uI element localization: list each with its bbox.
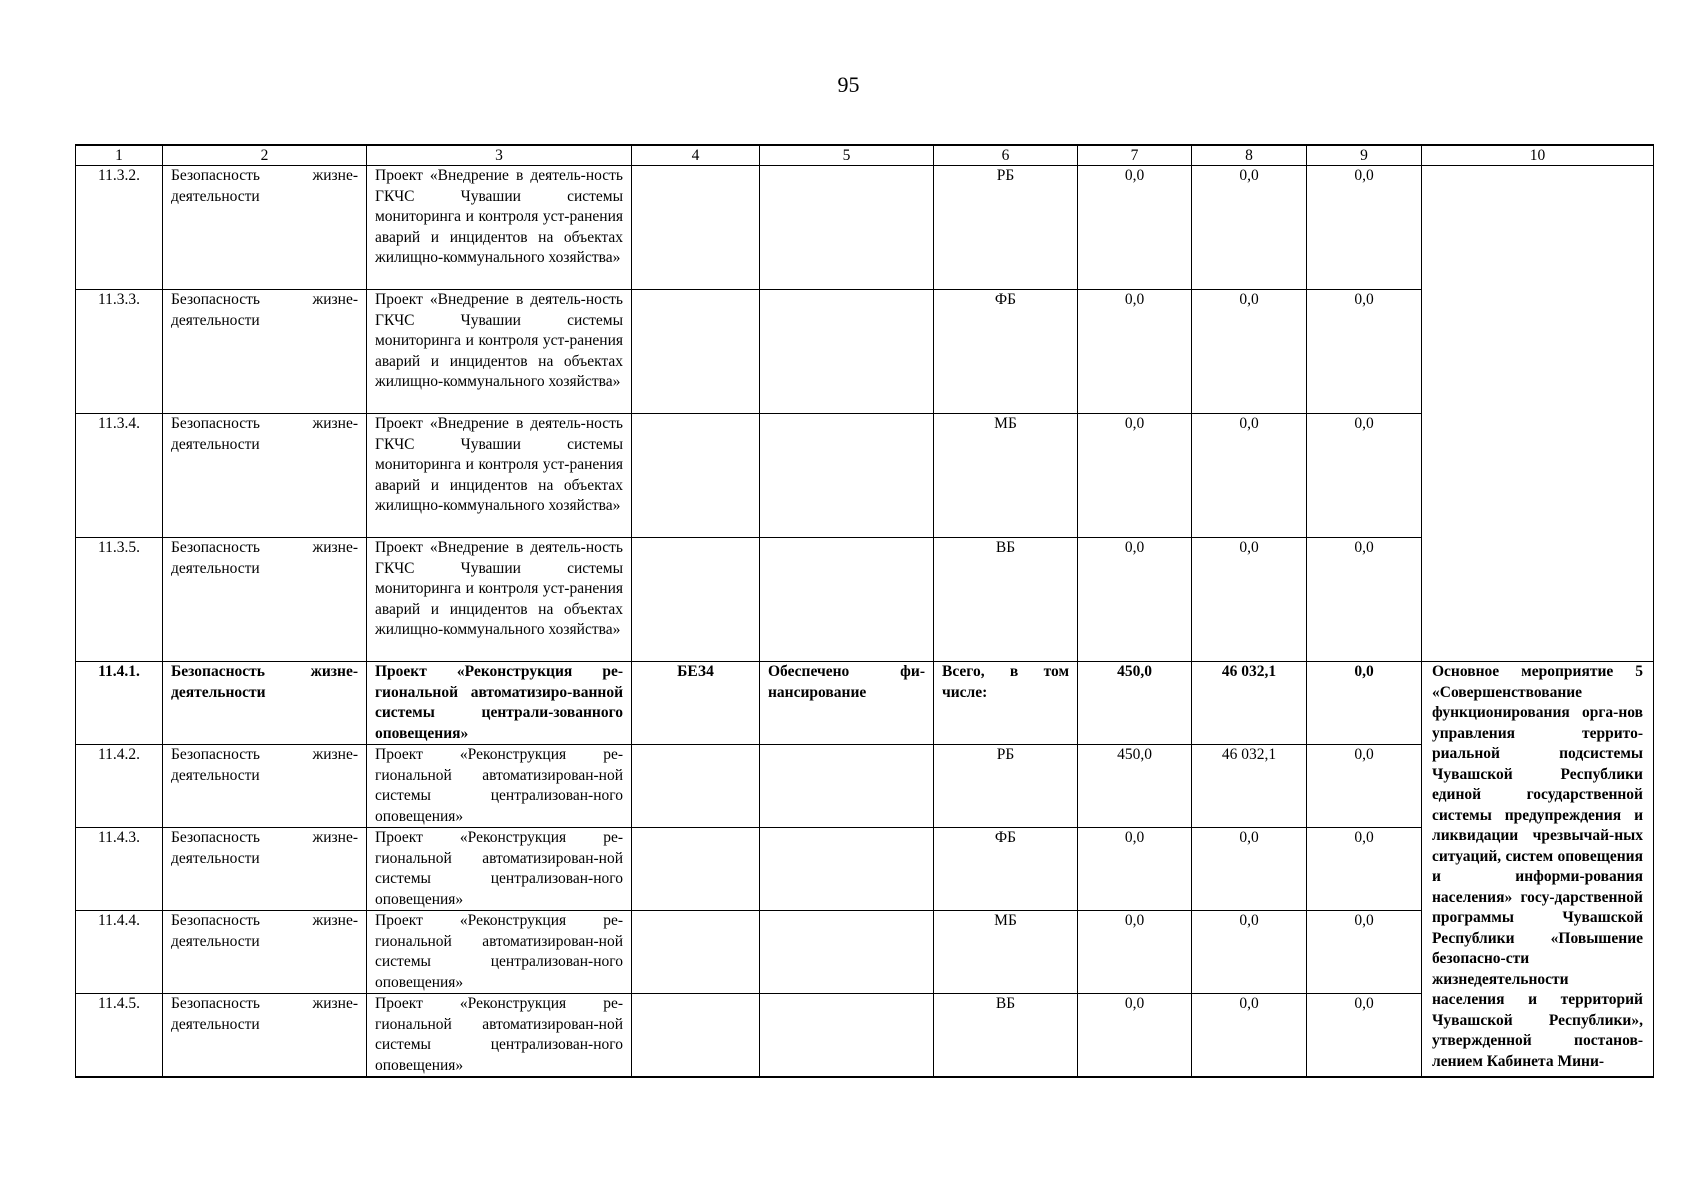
expected-result (760, 994, 934, 1078)
row-number: 11.3.5. (76, 538, 163, 662)
value-col-8: 46 032,1 (1192, 662, 1307, 745)
value-col-9: 0,0 (1307, 414, 1422, 538)
value-col-8: 0,0 (1192, 828, 1307, 911)
value-col-7: 0,0 (1078, 911, 1192, 994)
value-col-8: 0,0 (1192, 166, 1307, 290)
column-header: 7 (1078, 145, 1192, 166)
value-col-7: 0,0 (1078, 828, 1192, 911)
budget-table (75, 144, 1654, 1078)
value-col-7: 0,0 (1078, 538, 1192, 662)
table-row (76, 745, 1654, 828)
expected-result (760, 828, 934, 911)
expected-result (760, 166, 934, 290)
project-code (632, 166, 760, 290)
value-col-9: 0,0 (1307, 662, 1422, 745)
row-number: 11.3.4. (76, 414, 163, 538)
funding-source: ВБ (934, 538, 1078, 662)
row-number: 11.4.4. (76, 911, 163, 994)
value-col-9: 0,0 (1307, 911, 1422, 994)
table-row-total (76, 662, 1654, 745)
project-code: БЕЗ4 (632, 662, 760, 745)
row-number: 11.4.1. (76, 662, 163, 745)
column-header: 2 (163, 145, 367, 166)
project-code (632, 994, 760, 1078)
funding-source: МБ (934, 414, 1078, 538)
expected-result (760, 538, 934, 662)
funding-source: ВБ (934, 994, 1078, 1078)
project-name: Проект «Внедрение в деятель-ность ГКЧС Чувашии системы мониторинга и контроля уст-ранения аварий и инцидентов на объектах жилищно-коммунального хозяйства» (367, 414, 632, 538)
column-number-row (76, 145, 1654, 166)
value-col-7: 0,0 (1078, 414, 1192, 538)
project-name: Проект «Реконструкция ре-гиональной автоматизирован-ной системы централизован-ного оповещения» (367, 994, 632, 1078)
funding-source: ФБ (934, 828, 1078, 911)
expected-result: Обеспечено фи-нансирование (760, 662, 934, 745)
value-col-9: 0,0 (1307, 538, 1422, 662)
project-code (632, 911, 760, 994)
project-name: Проект «Внедрение в деятель-ность ГКЧС Чувашии системы мониторинга и контроля уст-ранения аварий и инцидентов на объектах жилищно-коммунального хозяйства» (367, 538, 632, 662)
table-row (76, 538, 1654, 662)
value-col-7: 450,0 (1078, 745, 1192, 828)
funding-source: Всего, в том числе: (934, 662, 1078, 745)
column-header: 5 (760, 145, 934, 166)
project-name: Проект «Внедрение в деятель-ность ГКЧС Чувашии системы мониторинга и контроля уст-ранения аварий и инцидентов на объектах жилищно-коммунального хозяйства» (367, 166, 632, 290)
value-col-8: 46 032,1 (1192, 745, 1307, 828)
table-row (76, 911, 1654, 994)
project-name: Проект «Внедрение в деятель-ность ГКЧС Чувашии системы мониторинга и контроля уст-ранения аварий и инцидентов на объектах жилищно-коммунального хозяйства» (367, 290, 632, 414)
expected-result (760, 911, 934, 994)
value-col-7: 0,0 (1078, 166, 1192, 290)
project-code (632, 414, 760, 538)
project-code (632, 828, 760, 911)
program-area: Безопасность жизне-деятельности (163, 745, 367, 828)
value-col-8: 0,0 (1192, 911, 1307, 994)
column-header: 1 (76, 145, 163, 166)
value-col-7: 0,0 (1078, 290, 1192, 414)
funding-source: РБ (934, 166, 1078, 290)
program-area: Безопасность жизне-деятельности (163, 414, 367, 538)
value-col-8: 0,0 (1192, 994, 1307, 1078)
project-name: Проект «Реконструкция ре-гиональной автоматизирован-ной системы централизован-ного оповещения» (367, 911, 632, 994)
value-col-8: 0,0 (1192, 538, 1307, 662)
row-number: 11.3.2. (76, 166, 163, 290)
column-header: 6 (934, 145, 1078, 166)
program-area: Безопасность жизне-деятельности (163, 662, 367, 745)
project-name: Проект «Реконструкция ре-гиональной автоматизирован-ной системы централизован-ного оповещения» (367, 745, 632, 828)
funding-source: РБ (934, 745, 1078, 828)
value-col-9: 0,0 (1307, 745, 1422, 828)
value-col-7: 0,0 (1078, 994, 1192, 1078)
program-note: Основное мероприятие 5 «Совершенствование функционирования орга-нов управления террито-риальной подсистемы Чувашской Республики единой государственной системы предупреждения и ликвидации чрезвычай-ных ситуаций, систем оповещения и информи-рования населения» госу-дарственной программы Чувашской Республики «Повышение безопасно-сти жизнедеятельности населения и территорий Чувашской Республики», утвержденной постанов-лением Кабинета Мини- (1422, 662, 1654, 1078)
table-row (76, 828, 1654, 911)
note-cell-empty (1422, 166, 1654, 662)
program-area: Безопасность жизне-деятельности (163, 828, 367, 911)
project-code (632, 538, 760, 662)
value-col-8: 0,0 (1192, 290, 1307, 414)
funding-source: МБ (934, 911, 1078, 994)
funding-source: ФБ (934, 290, 1078, 414)
program-area: Безопасность жизне-деятельности (163, 538, 367, 662)
expected-result (760, 414, 934, 538)
row-number: 11.4.3. (76, 828, 163, 911)
table-row (76, 994, 1654, 1078)
project-code (632, 290, 760, 414)
value-col-9: 0,0 (1307, 290, 1422, 414)
table-row (76, 166, 1654, 290)
program-area: Безопасность жизне-деятельности (163, 994, 367, 1078)
program-area: Безопасность жизне-деятельности (163, 166, 367, 290)
program-area: Безопасность жизне-деятельности (163, 911, 367, 994)
value-col-8: 0,0 (1192, 414, 1307, 538)
value-col-9: 0,0 (1307, 828, 1422, 911)
expected-result (760, 745, 934, 828)
column-header: 10 (1422, 145, 1654, 166)
value-col-9: 0,0 (1307, 166, 1422, 290)
column-header: 9 (1307, 145, 1422, 166)
value-col-9: 0,0 (1307, 994, 1422, 1078)
row-number: 11.4.2. (76, 745, 163, 828)
page-number: 95 (837, 72, 860, 97)
table-row (76, 414, 1654, 538)
table-row (76, 290, 1654, 414)
row-number: 11.3.3. (76, 290, 163, 414)
project-code (632, 745, 760, 828)
row-number: 11.4.5. (76, 994, 163, 1078)
column-header: 4 (632, 145, 760, 166)
value-col-7: 450,0 (1078, 662, 1192, 745)
project-name: Проект «Реконструкция ре-гиональной автоматизиро-ванной системы централи-зованного оповещения» (367, 662, 632, 745)
column-header: 8 (1192, 145, 1307, 166)
expected-result (760, 290, 934, 414)
program-area: Безопасность жизне-деятельности (163, 290, 367, 414)
column-header: 3 (367, 145, 632, 166)
project-name: Проект «Реконструкция ре-гиональной автоматизирован-ной системы централизован-ного оповещения» (367, 828, 632, 911)
